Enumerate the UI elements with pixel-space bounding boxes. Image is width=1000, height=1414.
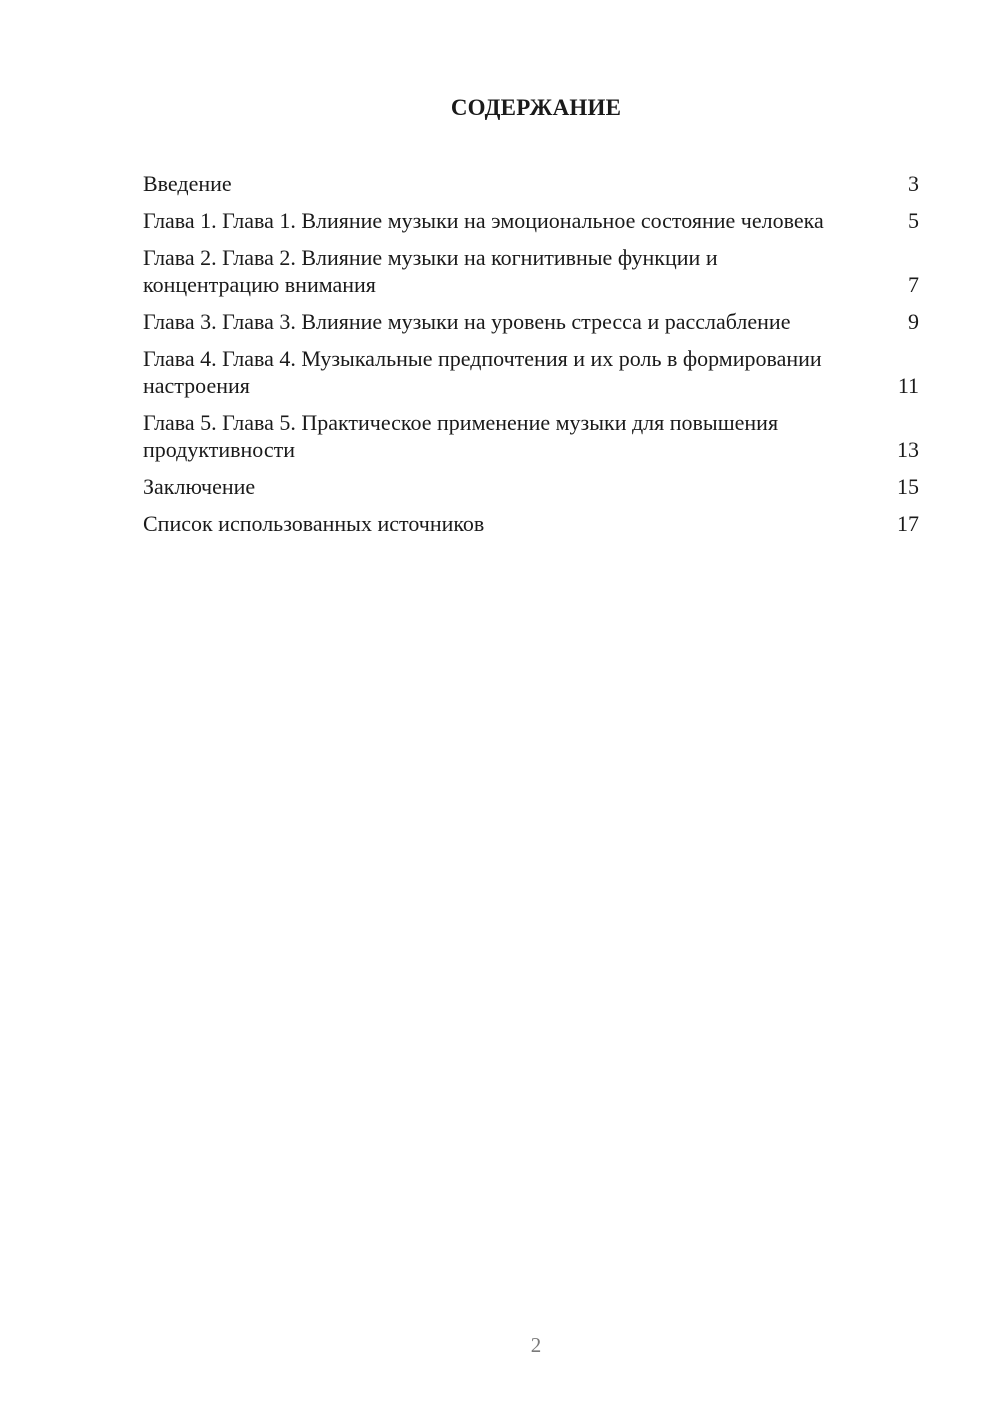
toc-entry-text: Глава 1. Глава 1. Влияние музыки на эмоциональное состояние человека	[143, 208, 824, 233]
toc-entry-chapter-2	[143, 244, 919, 298]
toc-entry-page: 3	[908, 171, 919, 196]
toc-entry-page: 15	[897, 474, 919, 499]
toc-entry-introduction	[143, 170, 919, 197]
toc-entry-chapter-3	[143, 308, 919, 335]
toc-entry-text: Заключение	[143, 474, 256, 499]
toc-entry-text: Введение	[143, 171, 232, 196]
toc-entry-references	[143, 510, 919, 537]
page-number: 2	[530, 1333, 542, 1357]
toc-entry-text: Глава 2. Глава 2. Влияние музыки на когнитивные функции и концентрацию внимания	[143, 245, 718, 297]
toc-entry-page: 7	[908, 272, 919, 297]
toc-entry-text: Список использованных источников	[143, 511, 485, 536]
toc-entry-page: 13	[897, 437, 919, 462]
toc-entry-page: 11	[897, 373, 919, 398]
page-title: СОДЕРЖАНИЕ	[450, 95, 622, 120]
toc-entry-chapter-5	[143, 409, 919, 463]
toc-entry-page: 9	[908, 309, 919, 334]
toc-entry-conclusion	[143, 473, 919, 500]
toc-entry-chapter-4	[143, 345, 919, 399]
toc-entry-chapter-1	[143, 207, 919, 234]
toc-entry-page: 17	[897, 511, 919, 536]
toc-entry-text: Глава 4. Глава 4. Музыкальные предпочтения и их роль в формировании настроения	[143, 346, 822, 398]
toc-entry-page: 5	[908, 208, 919, 233]
toc-entry-text: Глава 5. Глава 5. Практическое применение музыки для повышения продуктивности	[143, 410, 779, 462]
toc-entry-text: Глава 3. Глава 3. Влияние музыки на уровень стресса и расслабление	[143, 309, 791, 334]
table-of-contents	[143, 170, 919, 547]
